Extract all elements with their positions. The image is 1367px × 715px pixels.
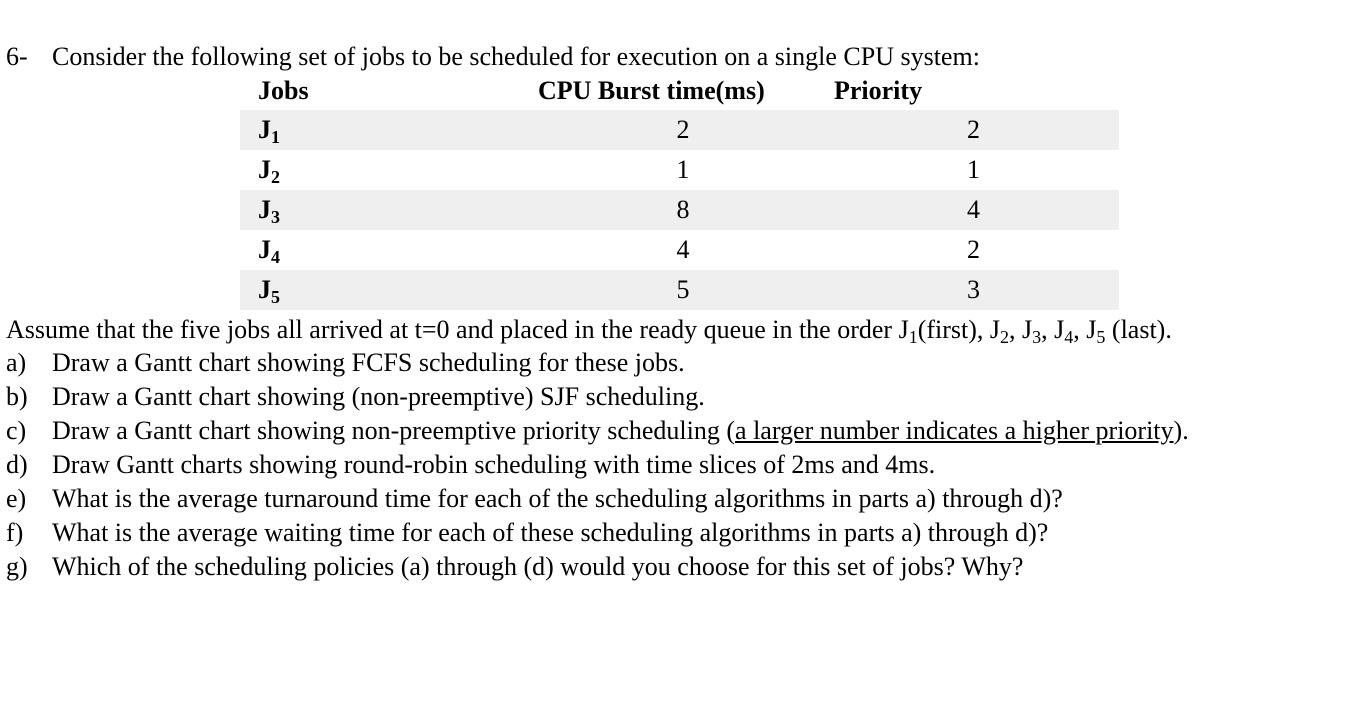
part-label: f) (6, 518, 24, 547)
list-item (6, 550, 1189, 584)
part-text: Which of the scheduling policies (a) through (d) would you choose for this set of jobs? Why? (52, 552, 1024, 581)
burst-cell: 2 (538, 110, 828, 150)
header-jobs: Jobs (258, 76, 309, 105)
assumption-line: Assume that the five jobs all arrived at t=0 and placed in the ready queue in the order J1(first), J2, J3, J4, J5 (last). (6, 315, 1172, 347)
job-name: J1 (240, 110, 538, 150)
job-name: J4 (258, 235, 280, 267)
part-text: What is the average turnaround time for each of the scheduling algorithms in parts a) through d)? (52, 484, 1063, 513)
table-row (240, 230, 1119, 270)
burst-cell: 4 (676, 235, 690, 264)
part-label: c) (6, 416, 27, 445)
part-label: e) (6, 484, 27, 513)
list-item (6, 516, 1189, 550)
question-line (6, 40, 980, 74)
priority-cell: 4 (828, 190, 1119, 230)
priority-cell: 1 (967, 155, 980, 184)
table-row (240, 190, 1119, 230)
part-text: Draw a Gantt chart showing non-preemptive priority scheduling ( (52, 416, 736, 445)
part-text: Draw Gantt charts showing round-robin scheduling with time slices of 2ms and 4ms. (52, 450, 936, 479)
job-name: J5 (240, 270, 538, 310)
list-item (6, 346, 1189, 380)
priority-note-underlined: a larger number indicates a higher priority (735, 416, 1174, 445)
burst-cell: 1 (676, 155, 690, 184)
header-priority: Priority (834, 76, 923, 105)
part-text: Draw a Gantt chart showing (non-preemptive) SJF scheduling. (52, 382, 705, 411)
question-parts-list (6, 346, 1189, 584)
list-item (6, 448, 1189, 482)
table-row (240, 150, 1119, 190)
job-name: J2 (258, 155, 280, 187)
part-label: a) (6, 348, 27, 377)
table-header-row (240, 72, 1119, 110)
priority-cell: 2 (967, 235, 980, 264)
jobs-table (240, 72, 1119, 310)
part-label: b) (6, 382, 28, 411)
list-item (6, 380, 1189, 414)
job-name: J3 (240, 190, 538, 230)
priority-cell: 2 (828, 110, 1119, 150)
burst-cell: 8 (538, 190, 828, 230)
part-label: g) (6, 552, 28, 581)
table-row (240, 110, 1119, 150)
question-text: Consider the following set of jobs to be scheduled for execution on a single CPU system: (52, 42, 980, 71)
question-number: 6- (6, 42, 28, 71)
part-text: What is the average waiting time for each of these scheduling algorithms in parts a) through d)? (52, 518, 1049, 547)
list-item: c) Draw a Gantt chart showing non-preemptive priority scheduling (a larger number indicates a higher priority). (6, 414, 1189, 448)
part-text: Draw a Gantt chart showing FCFS scheduling for these jobs. (52, 348, 685, 377)
burst-cell: 5 (538, 270, 828, 310)
table-row (240, 270, 1119, 310)
header-burst-time: CPU Burst time(ms) (538, 76, 765, 105)
priority-cell: 3 (828, 270, 1119, 310)
list-item (6, 482, 1189, 516)
part-label: d) (6, 450, 28, 479)
